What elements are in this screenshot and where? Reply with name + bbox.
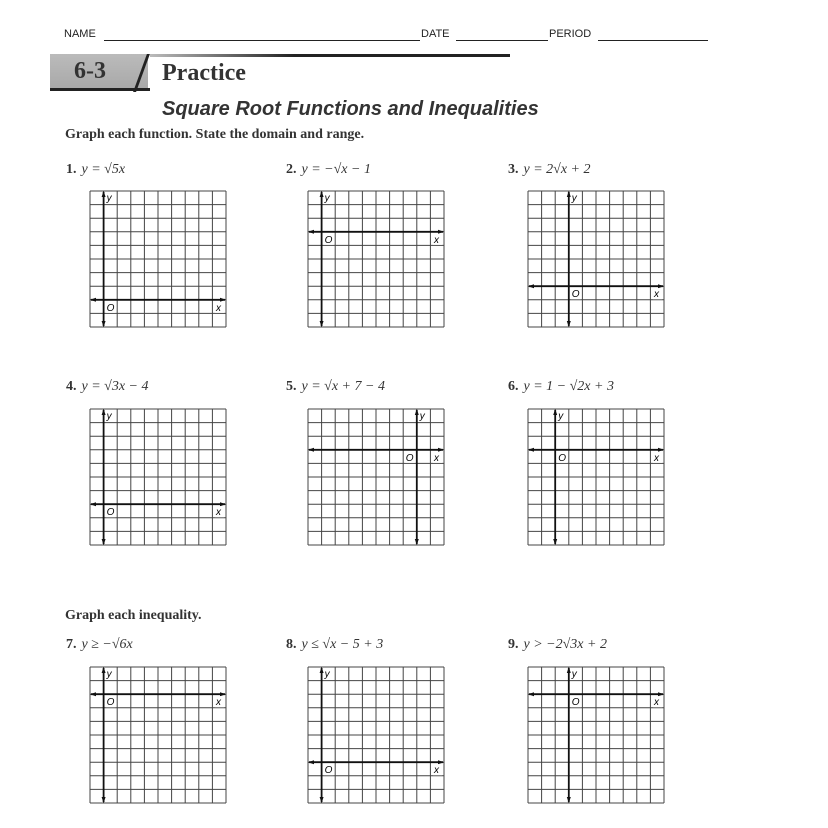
problem-9 [508, 637, 607, 653]
coordinate-grid-2[interactable] [306, 189, 446, 329]
x-axis-label: x [434, 765, 439, 777]
problem-7 [66, 637, 133, 653]
period-field[interactable] [598, 40, 708, 41]
y-axis-label: y [571, 193, 577, 204]
problem-number: 9. [508, 637, 519, 652]
problem-expression: y = 1 − √2x + 3 [523, 379, 614, 394]
origin-label: O [324, 765, 333, 777]
problem-number: 1. [66, 162, 77, 177]
problem-expression: y = √x + 7 − 4 [301, 379, 385, 394]
period-label: PERIOD [549, 28, 592, 40]
problem-expression: y = √3x − 4 [81, 379, 149, 394]
x-axis-label: x [654, 289, 659, 301]
x-axis-label: x [216, 302, 221, 314]
problem-8 [286, 637, 383, 653]
coordinate-grid-9[interactable] [526, 665, 666, 805]
coordinate-grid-4[interactable] [88, 407, 228, 547]
y-axis-label: y [419, 411, 425, 422]
y-axis-label: y [106, 669, 112, 680]
origin-label: O [571, 289, 580, 301]
origin-label: O [106, 507, 115, 519]
problem-number: 6. [508, 379, 519, 394]
section-instruction-functions: Graph each function. State the domain and range. [65, 127, 365, 142]
coordinate-grid-5[interactable] [306, 407, 446, 547]
problem-expression: y = √5x [81, 162, 126, 177]
problem-expression: y = 2√x + 2 [523, 162, 591, 177]
origin-label: O [324, 234, 333, 246]
origin-label: O [558, 452, 566, 464]
problem-number: 7. [66, 637, 77, 652]
x-axis-label: x [216, 507, 221, 519]
name-label: NAME [64, 28, 96, 40]
y-axis-label: y [324, 193, 330, 204]
x-axis-label: x [216, 697, 221, 709]
problem-expression: y = −√x − 1 [301, 162, 371, 177]
coordinate-grid-6[interactable] [526, 407, 666, 547]
y-axis-label: y [558, 411, 564, 422]
problem-expression: y ≤ √x − 5 + 3 [301, 637, 384, 652]
problem-1 [66, 162, 125, 178]
y-axis-label: y [106, 193, 112, 204]
problem-number: 2. [286, 162, 297, 177]
origin-label: O [106, 302, 115, 314]
x-axis-label: x [434, 452, 439, 464]
coordinate-grid-7[interactable] [88, 665, 228, 805]
problem-5 [286, 379, 385, 395]
coordinate-grid-8[interactable] [306, 665, 446, 805]
y-axis-label: y [324, 669, 330, 680]
problem-expression: y ≥ −√6x [81, 637, 133, 652]
coordinate-grid-3[interactable] [526, 189, 666, 329]
problem-4 [66, 379, 149, 395]
problem-6 [508, 379, 614, 395]
problem-number: 8. [286, 637, 297, 652]
problem-number: 5. [286, 379, 297, 394]
y-axis-label: y [571, 669, 577, 680]
origin-label: O [405, 452, 414, 464]
section-instruction-inequalities: Graph each inequality. [65, 608, 202, 623]
lesson-number: 6-3 [74, 58, 106, 84]
coordinate-grid-1[interactable] [88, 189, 228, 329]
y-axis-label: y [106, 411, 112, 422]
name-field[interactable] [104, 40, 420, 41]
problem-expression: y > −2√3x + 2 [523, 637, 607, 652]
x-axis-label: x [654, 452, 659, 464]
x-axis-label: x [434, 234, 439, 246]
x-axis-label: x [654, 697, 659, 709]
problem-2 [286, 162, 371, 178]
problem-number: 4. [66, 379, 77, 394]
banner-divider [150, 54, 510, 57]
date-field[interactable] [456, 40, 548, 41]
date-label: DATE [421, 28, 450, 40]
problem-number: 3. [508, 162, 519, 177]
page-subtitle: Square Root Functions and Inequalities [162, 98, 539, 120]
problem-3 [508, 162, 591, 178]
origin-label: O [106, 697, 115, 709]
page-title: Practice [162, 60, 246, 86]
origin-label: O [571, 697, 580, 709]
